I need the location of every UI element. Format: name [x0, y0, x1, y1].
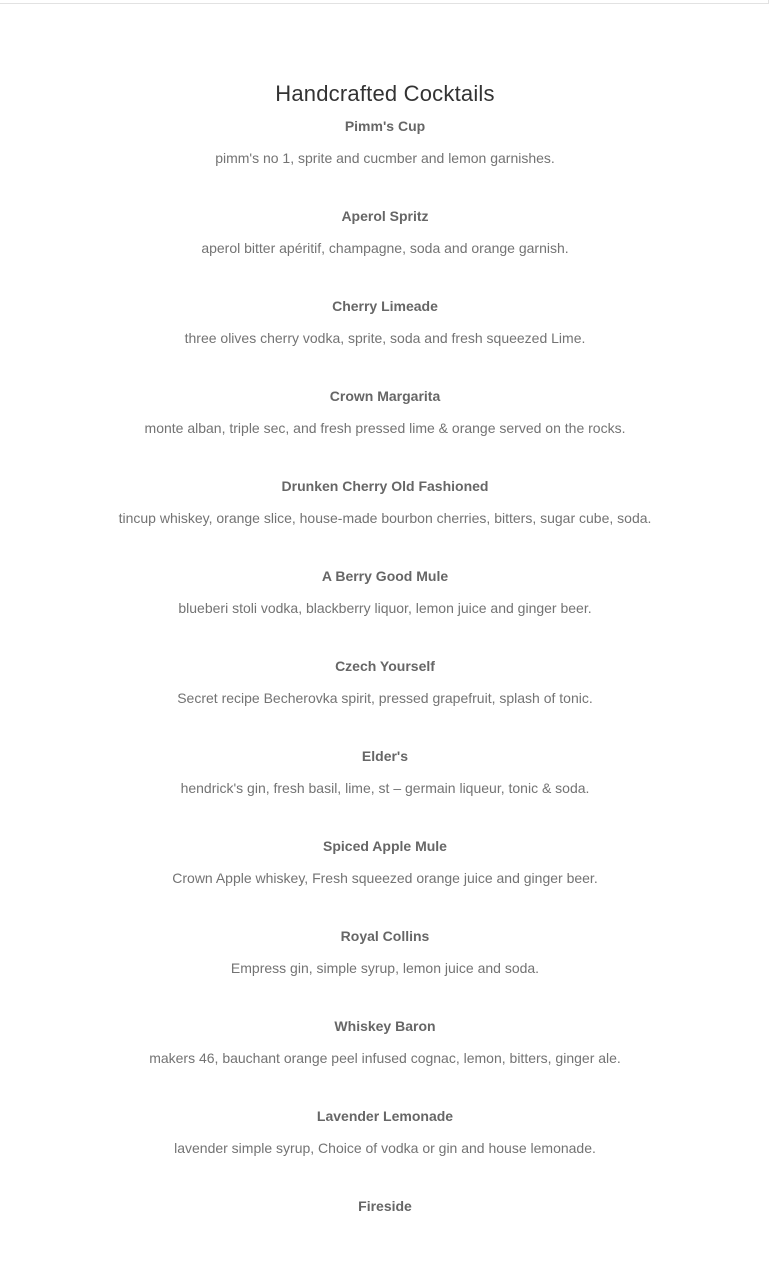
- item-description: Crown Apple whiskey, Fresh squeezed orange juice and ginger beer.: [172, 870, 598, 886]
- menu-item-lavender-lemonade: [0, 1100, 770, 1190]
- item-name: Royal Collins: [340, 928, 430, 944]
- item-name: Pimm's Cup: [344, 118, 426, 134]
- menu-item-cherry-limeade: [0, 290, 770, 380]
- item-description: Secret recipe Becherovka spirit, pressed grapefruit, splash of tonic.: [177, 690, 593, 706]
- item-description: monte alban, triple sec, and fresh pressed lime & orange served on the rocks.: [144, 420, 626, 436]
- item-name: A Berry Good Mule: [321, 568, 449, 584]
- item-name: Crown Margarita: [329, 388, 441, 404]
- item-description: makers 46, bauchant orange peel infused cognac, lemon, bitters, ginger ale.: [149, 1050, 621, 1066]
- menu-item-pimms-cup: [0, 110, 770, 200]
- item-name: Czech Yourself: [335, 658, 435, 674]
- menu-item-a-berry-good-mule: [0, 560, 770, 650]
- menu-item-fireside: [0, 1190, 770, 1280]
- menu-item-crown-margarita: [0, 380, 770, 470]
- item-name: Fireside: [358, 1198, 412, 1214]
- menu-item-drunken-cherry-old-fashioned: [0, 470, 770, 560]
- item-description: hendrick's gin, fresh basil, lime, st – germain liqueur, tonic & soda.: [180, 780, 590, 796]
- item-description: pimm's no 1, sprite and cucmber and lemon garnishes.: [215, 150, 555, 166]
- item-name: Aperol Spritz: [341, 208, 429, 224]
- menu-item-spiced-apple-mule: [0, 830, 770, 920]
- item-name: Cherry Limeade: [332, 298, 438, 314]
- item-description: tincup whiskey, orange slice, house-made bourbon cherries, bitters, sugar cube, soda.: [118, 510, 652, 526]
- item-name: Spiced Apple Mule: [323, 838, 447, 854]
- item-description: lavender simple syrup, Choice of vodka or gin and house lemonade.: [174, 1140, 596, 1156]
- cocktail-menu-section: [0, 78, 770, 1280]
- cocktail-list: [0, 110, 770, 1280]
- item-name: Elder's: [361, 748, 409, 764]
- item-description: Empress gin, simple syrup, lemon juice and soda.: [230, 960, 540, 976]
- menu-item-whiskey-baron: [0, 1010, 770, 1100]
- item-name: Drunken Cherry Old Fashioned: [281, 478, 489, 494]
- item-description: three olives cherry vodka, sprite, soda and fresh squeezed Lime.: [184, 330, 586, 346]
- header-divider: [0, 0, 769, 4]
- menu-item-elders: [0, 740, 770, 830]
- section-title: Handcrafted Cocktails: [275, 81, 495, 106]
- item-description: aperol bitter apéritif, champagne, soda and orange garnish.: [201, 240, 569, 256]
- menu-item-czech-yourself: [0, 650, 770, 740]
- item-description: blueberi stoli vodka, blackberry liquor, lemon juice and ginger beer.: [178, 600, 592, 616]
- menu-item-royal-collins: [0, 920, 770, 1010]
- menu-item-aperol-spritz: [0, 200, 770, 290]
- item-name: Whiskey Baron: [334, 1018, 436, 1034]
- item-name: Lavender Lemonade: [316, 1108, 454, 1124]
